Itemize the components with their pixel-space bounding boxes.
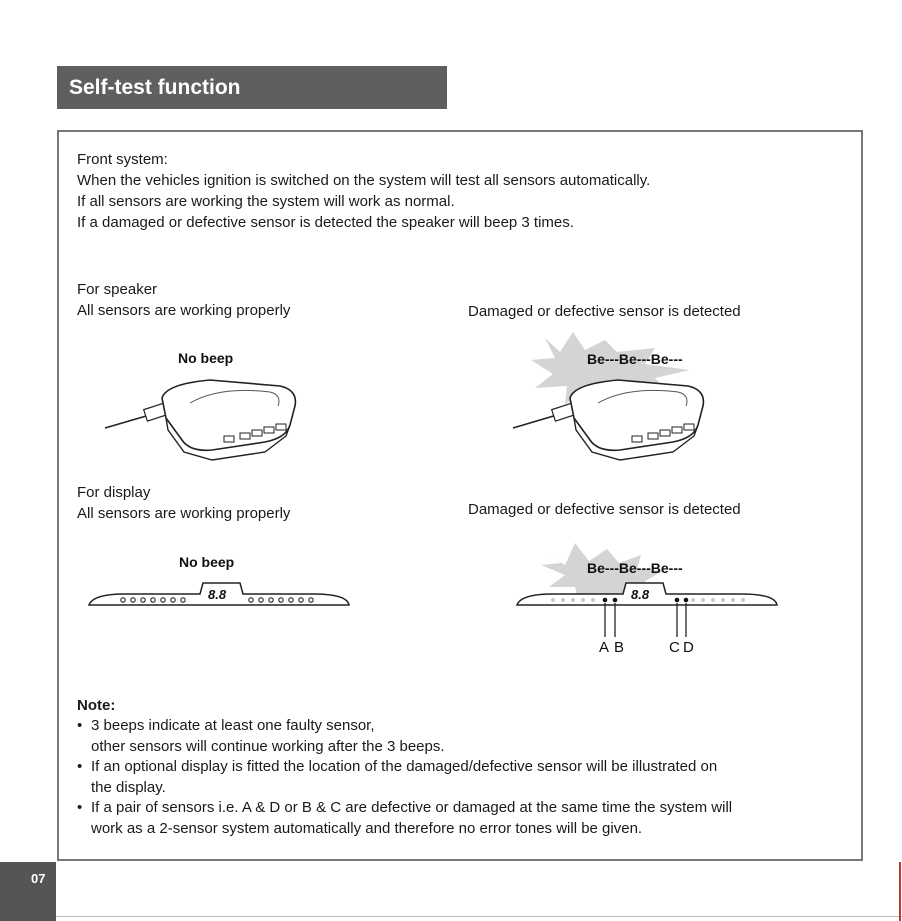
bullet-icon: •	[77, 717, 83, 734]
speaker-body	[570, 380, 703, 450]
intro-line: When the vehicles ignition is switched on the system will test all sensors automatically.	[77, 172, 651, 189]
display-fault-illustration	[513, 525, 783, 660]
note-line: work as a 2-sensor system automatically and therefore no error tones will be given.	[91, 819, 643, 837]
note-item	[77, 798, 732, 839]
note-line: If a pair of sensors i.e. A & D or B & C are defective or damaged at the same time the system will	[91, 799, 733, 816]
display-ok-illustration	[85, 545, 355, 615]
bullet-icon: •	[77, 799, 83, 816]
display-fault-sound: Be---Be---Be---	[587, 560, 683, 576]
note-item	[77, 757, 732, 798]
note-line: other sensors will continue working after the 3 beeps.	[91, 737, 445, 755]
speaker-ok-caption: All sensors are working properly	[77, 302, 291, 319]
note-item	[77, 716, 732, 757]
sensor-label-d: D	[683, 639, 694, 656]
speaker-ok-illustration	[100, 340, 310, 465]
sensor-label-c: C	[669, 639, 680, 656]
speaker-ok-sound: No beep	[178, 350, 234, 366]
note-list	[77, 716, 732, 839]
speaker-fault-sound: Be---Be---Be---	[587, 351, 683, 367]
intro-line: If a damaged or defective sensor is detected the speaker will beep 3 times.	[77, 214, 574, 231]
speaker-body	[162, 380, 295, 450]
intro-line: Front system:	[77, 151, 168, 168]
intro-line: If all sensors are working the system will work as normal.	[77, 193, 455, 210]
intro-text	[77, 150, 650, 234]
section-title: Self-test function	[57, 66, 447, 109]
note-line: the display.	[91, 778, 166, 796]
speaker-heading: For speaker	[77, 281, 158, 298]
sensor-label-a: A	[599, 639, 610, 656]
speaker-fault-illustration	[505, 330, 720, 465]
display-readout: 8.8	[208, 587, 227, 602]
display-readout: 8.8	[631, 587, 650, 602]
note-line: 3 beeps indicate at least one faulty sensor,	[91, 717, 375, 734]
display-heading: For display	[77, 484, 151, 501]
footer-rule	[56, 916, 902, 917]
sensor-pointers	[605, 603, 686, 637]
page-number: 07	[0, 862, 56, 921]
red-edge-mark	[899, 862, 901, 921]
sensor-label-b: B	[614, 639, 625, 656]
display-ok-sound: No beep	[179, 554, 235, 570]
display-ok-caption: All sensors are working properly	[77, 505, 291, 522]
bullet-icon: •	[77, 758, 83, 775]
note-line: If an optional display is fitted the location of the damaged/defective sensor will be illustrated on	[91, 758, 718, 775]
note-heading: Note:	[77, 697, 116, 714]
display-fault-caption: Damaged or defective sensor is detected	[468, 501, 741, 518]
speaker-fault-caption: Damaged or defective sensor is detected	[468, 303, 741, 320]
